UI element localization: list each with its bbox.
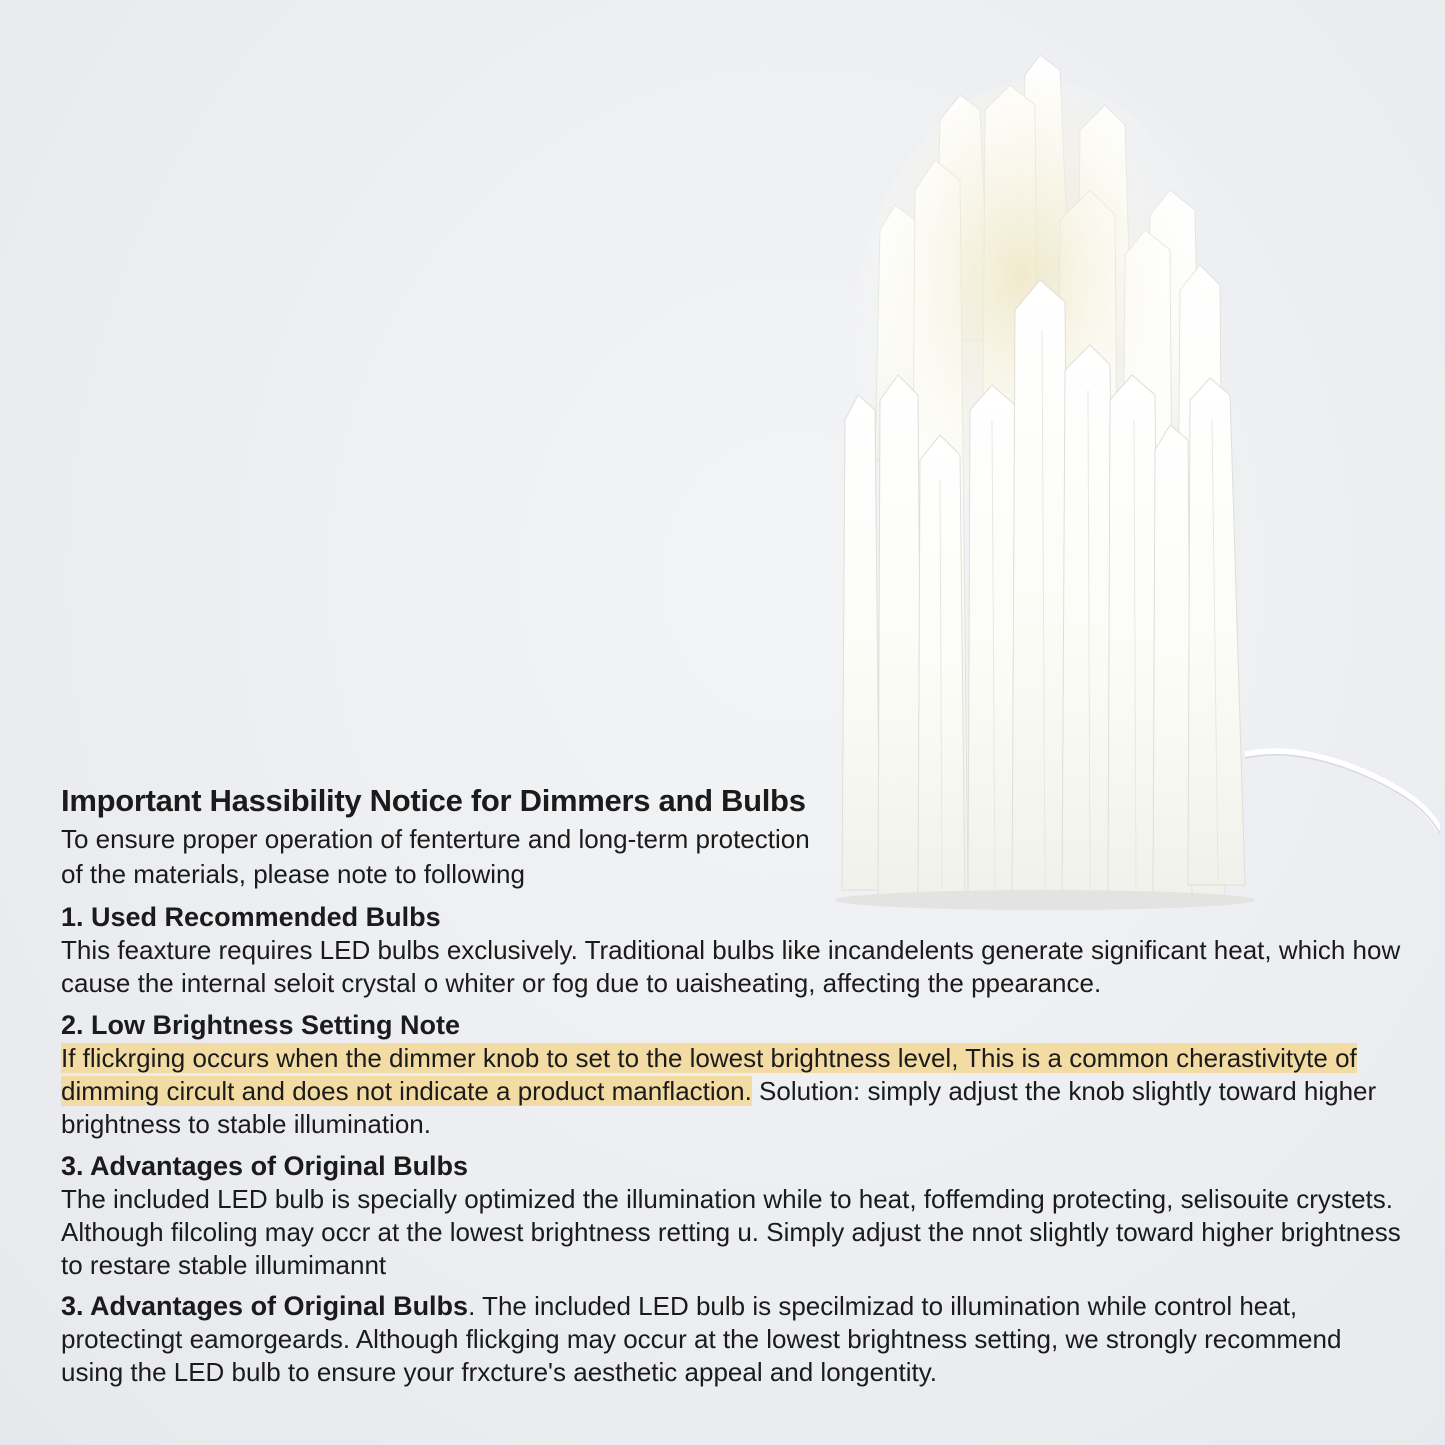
crystal-lamp-image xyxy=(820,40,1440,910)
section-heading: 1. Used Recommended Bulbs xyxy=(61,902,441,932)
notice-section xyxy=(61,1149,1406,1282)
notice-section xyxy=(61,1008,1406,1141)
notice-text-block xyxy=(61,782,1406,1389)
notice-intro: To ensure proper operation of fenterture and long-term protection of the materials, please note to following xyxy=(61,824,810,889)
section-heading: 2. Low Brightness Setting Note xyxy=(61,1010,461,1040)
solution-text: Solution: simply adjust the knob slightly toward higher brightness to stable illumination. xyxy=(61,1076,1377,1139)
section-text xyxy=(61,1042,1406,1141)
section-text xyxy=(61,1290,1406,1389)
section-text: The included LED bulb is specially optimized the illumination while to heat, foffemding protecting, selisouite crystets. Although filcoling may occr at the lowest brightness retting u. Simply adjust the nnot slightly toward higher brightness to restare stable illumimannt xyxy=(61,1184,1401,1280)
notice-section xyxy=(61,900,1406,1000)
section-heading: 3. Advantages of Original Bulbs xyxy=(61,1291,469,1321)
section-heading: 3. Advantages of Original Bulbs xyxy=(61,1151,469,1181)
section-body: . The included LED bulb is specilmizad to illumination while control heat, protectingt eamorgeards. Although flickging may occur at the lowest brightness setting, we strongly recommend using the LED bulb to ensure your frxcture's aesthetic appeal and longentity. xyxy=(61,1291,1342,1387)
notice-section xyxy=(61,1290,1406,1389)
notice-title: Important Hassibility Notice for Dimmers and Bulbs xyxy=(61,783,806,818)
highlighted-text: If flickrging occurs when the dimmer knob to set to the lowest brightness level, This is a common cherastivityte of dimming circult and does not indicate a product manflaction. xyxy=(61,1043,1357,1106)
section-text: This feaxture requires LED bulbs exclusively. Traditional bulbs like incandelents generate significant heat, which how cause the internal seloit crystal o whiter or fog due to uaisheating, affecting the ppearance. xyxy=(61,935,1401,998)
